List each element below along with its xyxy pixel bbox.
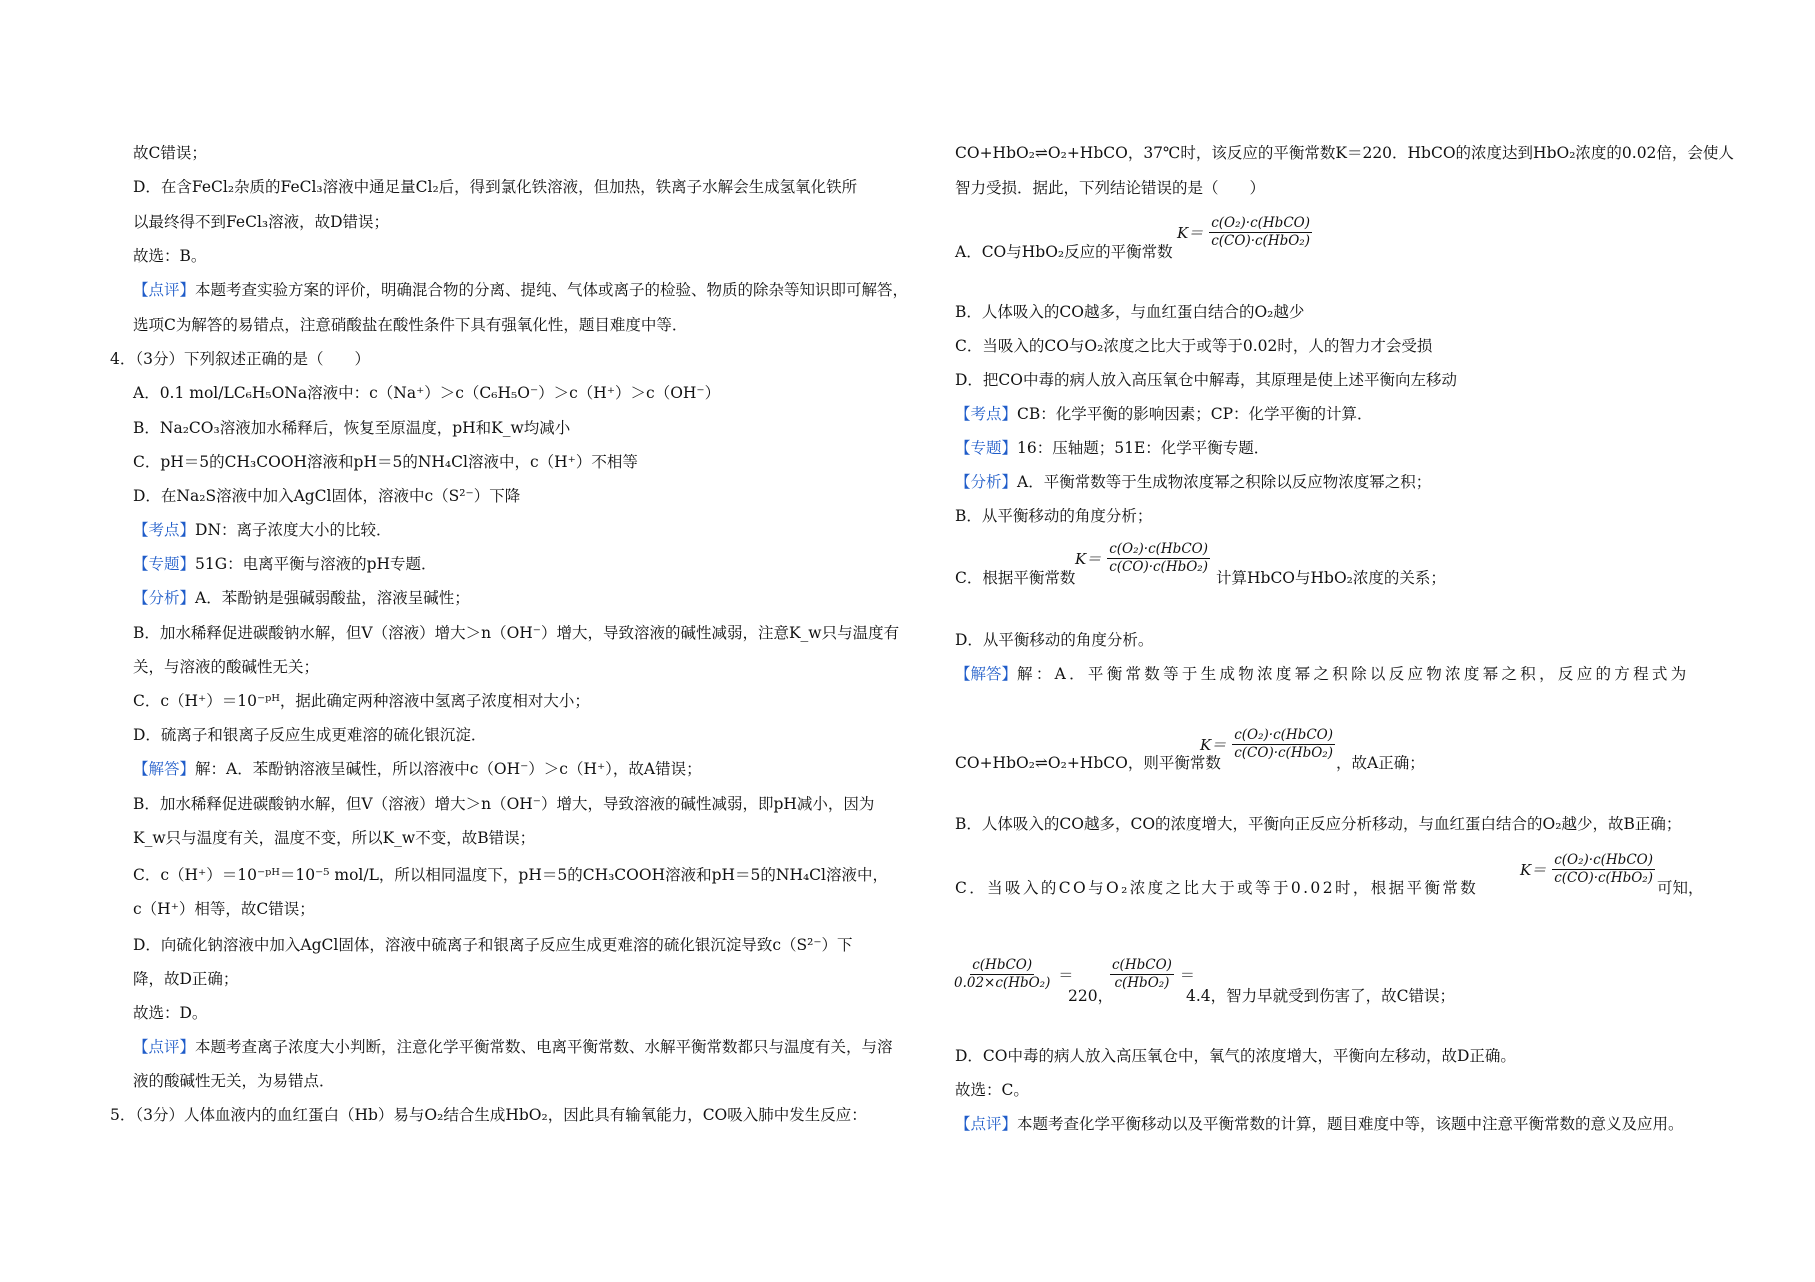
question-title: 4．（3分）下列叙述正确的是（ ） (110, 350, 370, 368)
text-line: D．硫离子和银离子反应生成更难溶的硫化银沉淀． (133, 726, 487, 744)
text-line: B．加水稀释促进碳酸钠水解，但V（溶液）增大＞n（OH⁻）增大，导致溶液的碱性减弱，即pH减小，因为 (133, 795, 875, 813)
formula-k: K＝ (1200, 736, 1227, 754)
kaodian (133, 520, 392, 540)
section-tag: 【分析】 (955, 473, 1018, 491)
text-line: 智力受损．据此，下列结论错误的是（ ） (955, 179, 1266, 197)
text-line: c（H⁺）相等，故C错误； (133, 900, 315, 918)
section-tag: 【分析】 (133, 589, 196, 607)
section-tag: 【解答】 (133, 760, 196, 778)
text-line: CO+HbO₂⇌O₂+HbCO，则平衡常数 (955, 754, 1221, 772)
text-span: 本题考查离子浓度大小判断，注意化学平衡常数、电离平衡常数、水解平衡常数都只与温度有关，与溶 (195, 1038, 893, 1056)
text-line: CO+HbO₂⇌O₂+HbCO，37℃时，该反应的平衡常数K＝220．HbCO的浓度达到HbO₂浓度的0.02倍，会使人 (955, 144, 1734, 162)
question-title: 5．（3分）人体血液内的血红蛋白（Hb）易与O₂结合生成HbO₂，因此具有输氧能力，CO吸入肺中发生反应： (110, 1106, 867, 1124)
text-line: C．当吸入的CO与O₂浓度之比大于或等于0.02时，根据平衡常数 (955, 879, 1479, 897)
numerator: c(HbCO) (1112, 957, 1172, 973)
formula-k: K＝ (1520, 861, 1547, 879)
text-line: 液的酸碱性无关，为易错点． (133, 1072, 335, 1090)
denominator: c(CO)·c(HbO₂) (1109, 559, 1208, 575)
equilibrium-formula (1200, 728, 1337, 761)
text-line: D．在含FeCl₂杂质的FeCl₃溶液中通足量Cl₂后，得到氯化铁溶液，但加热，铁离子水解会生成氢氧化铁所 (133, 178, 858, 196)
denominator: c(CO)·c(HbO₂) (1554, 870, 1653, 886)
equals-sign: ＝ (1058, 966, 1074, 984)
text-line: 计算HbCO与HbO₂浓度的关系； (1216, 569, 1446, 587)
text-span: 51G：电离平衡与溶液的pH专题． (195, 555, 437, 573)
denominator: 0.02×c(HbO₂) (954, 975, 1051, 991)
section-tag: 【点评】 (955, 1115, 1018, 1133)
jieda (133, 759, 702, 779)
text-line: 4.4，智力早就受到伤害了，故C错误； (1186, 987, 1456, 1005)
option-b: B．Na₂CO₃溶液加水稀释后，恢复至原温度，pH和K_w均减小 (133, 419, 571, 437)
option-c: C．当吸入的CO与O₂浓度之比大于或等于0.02时，人的智力才会受损 (955, 337, 1433, 355)
text-span: 16：压轴题；51E：化学平衡专题． (1017, 439, 1270, 457)
text-span: CB：化学平衡的影响因素；CP：化学平衡的计算． (1017, 405, 1373, 423)
fraction (1209, 216, 1312, 249)
zhuanti (955, 438, 1269, 458)
fraction (1110, 958, 1174, 991)
text-line: B．从平衡移动的角度分析； (955, 507, 1153, 525)
section-tag: 【点评】 (133, 1038, 196, 1056)
section-tag: 【解答】 (955, 665, 1018, 683)
denominator: c(HbO₂) (1114, 975, 1170, 991)
text-line: 降，故D正确； (133, 970, 239, 988)
text-line: 故选：D。 (133, 1004, 208, 1022)
formula-k: K＝ (1075, 550, 1102, 568)
section-tag: 【考点】 (133, 521, 196, 539)
fraction (1552, 853, 1655, 886)
text-line: 关，与溶液的酸碱性无关； (133, 658, 320, 676)
text-span: 本题考查化学平衡移动以及平衡常数的计算，题目难度中等，该题中注意平衡常数的意义及应用。 (1017, 1115, 1684, 1133)
text-line: D．CO中毒的病人放入高压氧仓中，氧气的浓度增大，平衡向左移动，故D正确。 (955, 1047, 1516, 1065)
option-b: B．人体吸入的CO越多，与血红蛋白结合的O₂越少 (955, 303, 1305, 321)
text-line: ，故A正确； (1336, 754, 1425, 772)
text-line: K_w只与温度有关，温度不变，所以K_w不变，故B错误； (133, 829, 536, 847)
zhuanti (133, 554, 437, 574)
text-line: 故选：C。 (955, 1081, 1029, 1099)
equilibrium-formula (1075, 542, 1212, 575)
section-tag: 【专题】 (133, 555, 196, 573)
equilibrium-formula (1177, 216, 1314, 249)
text-line: B．加水稀释促进碳酸钠水解，但V（溶液）增大＞n（OH⁻）增大，导致溶液的碱性减弱，注意K_w只与温度有 (133, 624, 900, 642)
text-line: 选项C为解答的易错点，注意硝酸盐在酸性条件下具有强氧化性，题目难度中等． (133, 316, 688, 334)
option-c: C．pH＝5的CH₃COOH溶液和pH＝5的NH₄Cl溶液中，c（H⁺）不相等 (133, 453, 638, 471)
numerator: c(HbCO) (972, 957, 1033, 973)
text-span: 本题考查实验方案的评价，明确混合物的分离、提纯、气体或离子的检验、物质的除杂等知识即可解答， (195, 281, 909, 299)
jieda (955, 664, 1690, 684)
kaodian (955, 404, 1373, 424)
fenxi (133, 588, 470, 608)
text-line: 220， (1068, 987, 1114, 1005)
text-line: 以最终得不到FeCl₃溶液，故D错误； (133, 213, 390, 231)
fenxi (955, 472, 1431, 492)
denominator: c(CO)·c(HbO₂) (1211, 233, 1310, 249)
text-line: C．根据平衡常数 (955, 569, 1076, 587)
fraction (1232, 728, 1335, 761)
dianping (955, 1114, 1684, 1134)
section-tag: 【考点】 (955, 405, 1018, 423)
numerator: c(O₂)·c(HbCO) (1554, 852, 1653, 868)
numerator: c(O₂)·c(HbCO) (1211, 215, 1310, 231)
denominator: c(CO)·c(HbO₂) (1234, 745, 1333, 761)
equals-sign: ＝ (1179, 966, 1195, 984)
formula-k: K＝ (1177, 224, 1204, 242)
section-tag: 【点评】 (133, 281, 196, 299)
text-span: 解：A．平衡常数等于生成物浓度幂之积除以反应物浓度幂之积，反应的方程式为 (1017, 665, 1690, 683)
fraction (1107, 542, 1210, 575)
option-a: A．0.1 mol/LC₆H₅ONa溶液中：c（Na⁺）＞c（C₆H₅O⁻）＞c（H⁺）＞c（OH⁻） (133, 384, 721, 402)
text-line: C．c（H⁺）＝10⁻ᵖᴴ，据此确定两种溶液中氢离子浓度相对大小； (133, 692, 590, 710)
text-span: 解：A．苯酚钠溶液呈碱性，所以溶液中c（OH⁻）＞c（H⁺），故A错误； (195, 760, 702, 778)
section-tag: 【专题】 (955, 439, 1018, 457)
option-d: D．把CO中毒的病人放入高压氧仓中解毒，其原理是使上述平衡向左移动 (955, 371, 1457, 389)
text-line: C．c（H⁺）＝10⁻ᵖᴴ＝10⁻⁵ mol/L，所以相同温度下，pH＝5的CH₃COOH溶液和pH＝5的NH₄Cl溶液中， (133, 866, 888, 884)
numerator: c(O₂)·c(HbCO) (1234, 727, 1333, 743)
text-span: A．苯酚钠是强碱弱酸盐，溶液呈碱性； (195, 589, 470, 607)
numerator: c(O₂)·c(HbCO) (1109, 541, 1208, 557)
dianping (133, 1037, 893, 1057)
text-line: 故C错误； (133, 144, 207, 162)
text-line: D．从平衡移动的角度分析。 (955, 631, 1154, 649)
text-line: B．人体吸入的CO越多，CO的浓度增大，平衡向正反应分析移动，与血红蛋白结合的O₂越少，故B正确； (955, 815, 1682, 833)
fraction (952, 958, 1052, 991)
ratio-formula-1 (950, 958, 1077, 991)
equilibrium-formula (1520, 853, 1657, 886)
text-line: D．向硫化钠溶液中加入AgCl固体，溶液中硫离子和银离子反应生成更难溶的硫化银沉淀导致c（S²⁻）下 (133, 936, 853, 954)
option-a: A．CO与HbO₂反应的平衡常数 (955, 243, 1173, 261)
option-d: D．在Na₂S溶液中加入AgCl固体，溶液中c（S²⁻）下降 (133, 487, 521, 505)
text-span: A．平衡常数等于生成物浓度幂之积除以反应物浓度幂之积； (1017, 473, 1432, 491)
text-line: 可知， (1657, 879, 1704, 897)
text-span: DN：离子浓度大小的比较． (195, 521, 392, 539)
text-line (133, 280, 908, 300)
text-line: 故选：B。 (133, 247, 207, 265)
